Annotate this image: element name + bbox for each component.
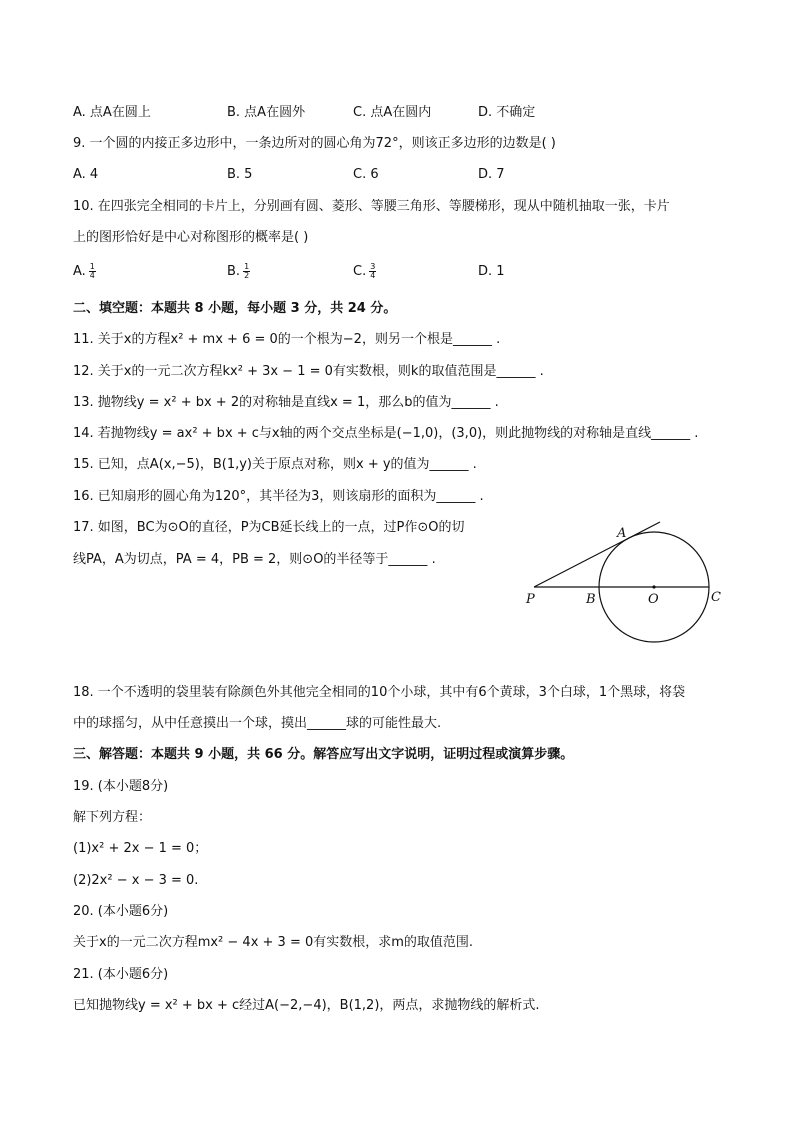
- q10-option-c: [353, 263, 376, 281]
- q10-stem-line2: 上的图形恰好是中心对称图形的概率是( ): [73, 230, 309, 245]
- q9-option-b: B. 5: [227, 167, 253, 182]
- q11: 11. 关于x的方程x² + mx + 6 = 0的一个根为−2，则另一个根是______ .: [73, 332, 501, 347]
- q20-body: 关于x的一元二次方程mx² − 4x + 3 = 0有实数根，求m的取值范围.: [73, 935, 474, 950]
- q10-options: [73, 263, 733, 281]
- label-c: C: [711, 590, 721, 605]
- q10-stem-line1: 10. 在四张完全相同的卡片上，分别画有圆、菱形、等腰三角形、等腰梯形，现从中随机抽取一张，卡片: [73, 199, 670, 214]
- q9-option-a: A. 4: [73, 167, 99, 182]
- q10-option-c-fraction: [369, 263, 376, 280]
- q8-option-a: A. 点A在圆上: [73, 105, 151, 120]
- q19-part1: (1)x² + 2x − 1 = 0；: [73, 841, 208, 856]
- q12: 12. 关于x的一元二次方程kx² + 3x − 1 = 0有实数根，则k的取值范围是______ .: [73, 364, 544, 379]
- q10-option-c-prefix: C.: [353, 264, 367, 279]
- q10-option-a-fraction: [89, 263, 96, 280]
- tangent-line-pa: [534, 522, 660, 587]
- label-p: P: [526, 592, 535, 607]
- center-point-o: [652, 585, 655, 588]
- q10-option-d: D. 1: [478, 264, 505, 279]
- q10-option-c-numerator: 3: [370, 262, 376, 271]
- q8-option-b: B. 点A在圆外: [227, 105, 306, 120]
- q19-prompt: 解下列方程：: [73, 810, 152, 825]
- q18-line1: 18. 一个不透明的袋里装有除颜色外其他完全相同的10个小球，其中有6个黄球，3个白球，1个黑球，将袋: [73, 685, 686, 700]
- section2-heading: 二、填空题：本题共 8 小题，每小题 3 分，共 24 分。: [73, 301, 397, 316]
- q10-option-b-denominator: 2: [244, 271, 250, 280]
- q8-option-d: D. 不确定: [478, 105, 536, 120]
- q10-option-c-denominator: 4: [370, 271, 376, 280]
- q21-header: 21. (本小题6分): [73, 967, 169, 982]
- q10-option-a-numerator: 1: [89, 262, 95, 271]
- q9-option-d: D. 7: [478, 167, 505, 182]
- q21-body: 已知抛物线y = x² + bx + c经过A(−2,−4)，B(1,2)，两点，求抛物线的解析式.: [73, 998, 540, 1013]
- q15: 15. 已知，点A(x,−5)，B(1,y)关于原点对称，则x + y的值为______ .: [73, 457, 477, 472]
- q18-line2: 中的球摇匀，从中任意摸出一个球，摸出______球的可能性最大.: [73, 716, 442, 731]
- label-o: O: [648, 592, 659, 607]
- q8-option-c: C. 点A在圆内: [353, 105, 432, 120]
- q10-option-b-prefix: B.: [227, 264, 241, 279]
- q13: 13. 抛物线y = x² + bx + 2的对称轴是直线x = 1，那么b的值为______ .: [73, 395, 499, 410]
- q9-stem: 9. 一个圆的内接正多边形中，一条边所对的圆心角为72°，则该正多边形的边数是( ): [73, 136, 556, 151]
- q8-options: [73, 104, 733, 122]
- label-a: A: [617, 526, 627, 541]
- q20-header: 20. (本小题6分): [73, 904, 169, 919]
- q17-circle-figure: [520, 517, 730, 647]
- q10-option-b: [227, 263, 250, 281]
- q10-option-a: [73, 263, 96, 281]
- label-b: B: [586, 592, 596, 607]
- q17-line2: 线PA，A为切点，PA = 4，PB = 2，则⊙O的半径等于______ .: [73, 552, 436, 567]
- q10-option-a-denominator: 4: [89, 271, 95, 280]
- q19-part2: (2)2x² − x − 3 = 0.: [73, 873, 199, 888]
- q9-options: [73, 166, 733, 184]
- q9-option-c: C. 6: [353, 167, 379, 182]
- q19-header: 19. (本小题8分): [73, 779, 169, 794]
- q10-option-a-prefix: A.: [73, 264, 86, 279]
- q10-option-b-fraction: [243, 263, 250, 280]
- q10-option-b-numerator: 1: [244, 262, 250, 271]
- q14: 14. 若抛物线y = ax² + bx + c与x轴的两个交点坐标是(−1,0)，(3,0)，则此抛物线的对称轴是直线______ .: [73, 426, 699, 441]
- q16: 16. 已知扇形的圆心角为120°，其半径为3，则该扇形的面积为______ .: [73, 489, 484, 504]
- section3-heading: 三、解答题：本题共 9 小题，共 66 分。解答应写出文字说明，证明过程或演算步骤。: [73, 747, 574, 762]
- q17-line1: 17. 如图，BC为⊙O的直径，P为CB延长线上的一点，过P作⊙O的切: [73, 520, 465, 535]
